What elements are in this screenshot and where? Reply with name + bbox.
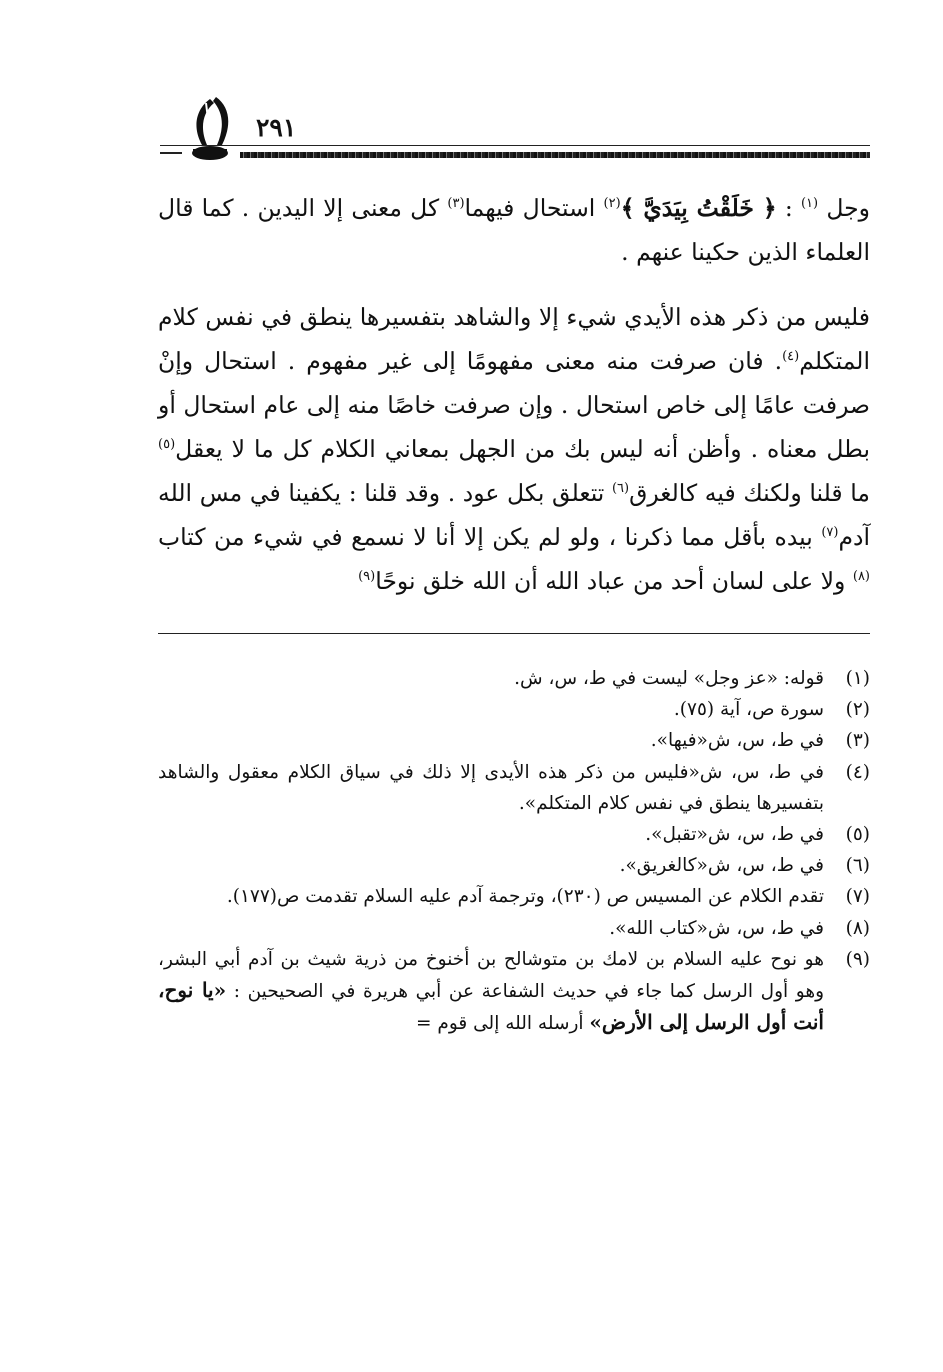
header-rule-left [160, 152, 182, 154]
p2-text-2: . فان صرفت منه معنى مفهومًا إلى غير مفهوم . استحال وإنْ صرفت عامًا إلى خاص استحال . وإن صرفت خاصًا منه إلى عام استحال أو بطل معناه . وأظن أنه ليس بك من الجهل بمعاني الكلام كل ما لا يعقل [158, 347, 870, 463]
footnote-ref-4: (٤) [782, 349, 800, 365]
p1-text-middle: استحال فيهما [464, 194, 604, 222]
p1-colon: : [776, 194, 793, 222]
footnote-ref-1: (١) [800, 196, 819, 212]
footnote-number: (٣) [845, 730, 870, 752]
footnote-ref-9: (٩) [358, 569, 376, 585]
footnote-number: (٢) [845, 699, 870, 721]
p2-text-4: تتعلق بكل عود . وقد قلنا : يكفينا في مس الله آدم [158, 479, 870, 551]
footnote-1 [158, 663, 870, 694]
footnote-ref-7: (٧) [821, 525, 839, 541]
footnote-9-text-start: هو نوح عليه السلام بن لامك بن متوشالح بن أخنوخ من ذرية شيث بن آدم أبي البشر، وهو أول الرسل كما جاء في حديث الشفاعة عن أبي هريرة في الصحيحين : [158, 948, 825, 1003]
quran-quote: ﴿ خَلَقْتُ بِيَدَيَّ ﴾ [620, 194, 777, 222]
footnote-3 [158, 725, 870, 756]
footnote-text: سورة ص، آية (٧٥). [673, 699, 824, 721]
footnote-8 [158, 913, 870, 944]
footnote-9 [158, 944, 870, 1040]
page-number: ٢٩١ [256, 113, 297, 142]
p1-text-end: كل معنى إلا اليدين . كما قال العلماء الذين حكينا عنهم . [158, 194, 870, 266]
header-rule-band [240, 152, 870, 158]
main-text [158, 186, 870, 603]
footnote-ref-6: (٦) [611, 481, 630, 497]
footnote-number: (٧) [845, 886, 870, 908]
page-header [160, 95, 870, 165]
p2-text-5: بيده بأقل مما ذكرنا ، ولو لم يكن إلا أنا لا نسمع في شيء من كتاب [158, 523, 822, 551]
p2-text-6: ولا على لسان أحد من عباد الله أن الله خلق نوحًا [375, 567, 853, 595]
p2-text-1: فليس من ذكر هذه الأيدي شيء إلا والشاهد بتفسيرها ينطق في نفس كلام المتكلم [158, 303, 870, 375]
footnote-number: (٤) [845, 761, 870, 783]
footnote-ref-8: (٨) [852, 569, 870, 585]
header-rule [160, 145, 870, 146]
footnote-text: في ط، س، ش«فيها». [650, 730, 824, 752]
footnote-2 [158, 694, 870, 725]
p1-text-start: وجل [826, 194, 870, 222]
footnote-ref-2: (٢) [603, 196, 621, 212]
footnote-text: في ط، س، ش«كالغريق». [619, 855, 824, 877]
footnote-4 [158, 757, 870, 819]
footnotes [158, 663, 870, 1039]
footnote-text: في ط، س، ش«كتاب الله». [609, 917, 824, 939]
p2-text-3: ما قلنا ولكنك فيه كالغرق [629, 479, 870, 507]
footnote-6 [158, 850, 870, 881]
footnote-number: (٥) [845, 824, 870, 846]
footnote-number: (٨) [845, 917, 870, 939]
paragraph-2 [158, 295, 870, 603]
footnote-9-text-end: أرسله الله إلى قوم = [416, 1013, 590, 1035]
footnote-ref-5: (٥) [158, 437, 176, 453]
footnote-number: (٩) [845, 948, 870, 970]
footnote-text: تقدم الكلام عن المسيس ص (٢٣٠)، وترجمة آدم عليه السلام تقدمت ص(١٧٧). [226, 886, 824, 908]
footnote-number: (٦) [845, 855, 870, 877]
footnote-5 [158, 819, 870, 850]
footnote-text: قوله: «عز وجل» ليست في ط، س، ش. [514, 668, 824, 689]
footnote-text: في ط، س، ش«تقبل». [645, 824, 824, 846]
hadith-quote: «يا نوح، أنت أول الرسل إلى الأرض» [158, 978, 824, 1035]
footnote-text [158, 944, 824, 1040]
footnote-number: (١) [845, 668, 870, 689]
paragraph-1 [158, 186, 870, 274]
footnote-7 [158, 881, 870, 912]
footnote-text: في ط، س، ش«فليس من ذكر هذه الأيدى إلا ذلك في سياق الكلام معقول والشاهد بتفسيرها ينطق في نفس كلام المتكلم». [158, 761, 824, 814]
footnote-ref-3: (٣) [447, 196, 465, 212]
quill-inkwell-icon [180, 95, 240, 163]
footnote-divider [158, 633, 870, 634]
